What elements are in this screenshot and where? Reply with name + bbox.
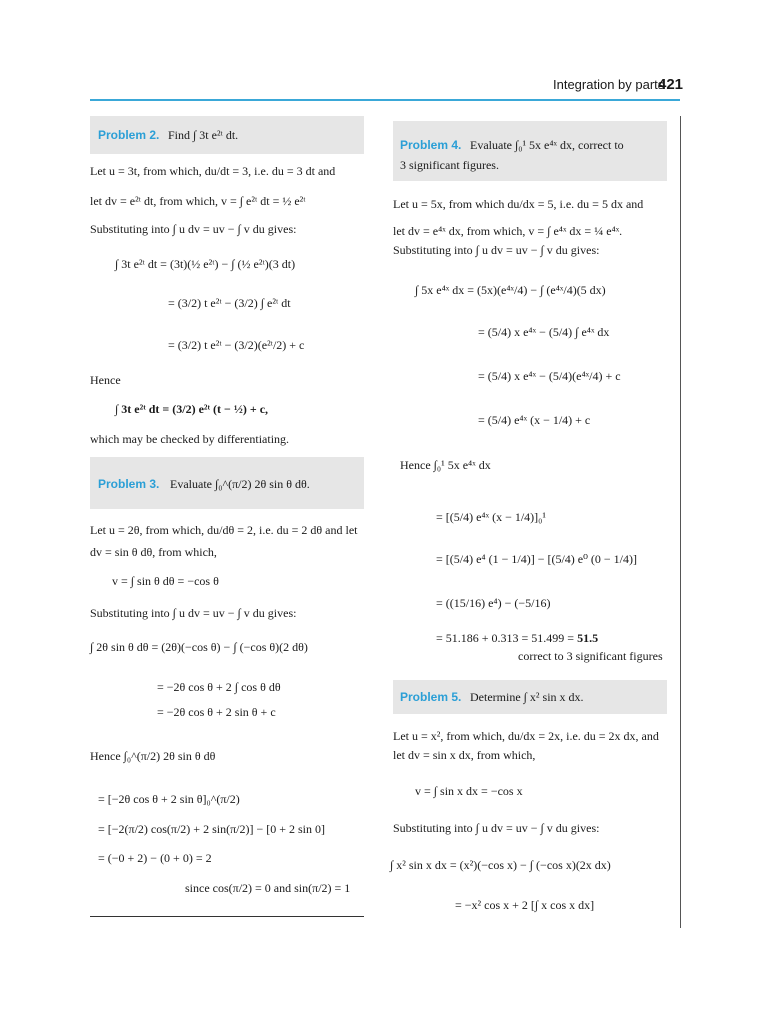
p4-equation-1: ∫ 5x e⁴ˣ dx = (5x)(e⁴ˣ/4) − ∫ (e⁴ˣ/4)(5 dx) — [415, 283, 606, 297]
p2-text-1: Let u = 3t, from which, du/dt = 3, i.e. du = 3 dt and — [90, 164, 336, 178]
problem-3-statement: Evaluate ∫₀^(π/2) 2θ sin θ dθ. — [170, 477, 310, 491]
p2-hence: Hence — [90, 373, 121, 387]
p5-equation-1: ∫ x² sin x dx = (x²)(−cos x) − ∫ (−cos x)(2x dx) — [390, 858, 611, 872]
problem-4-statement: Evaluate ∫₀¹ 5x e⁴ˣ dx, correct to — [470, 138, 624, 152]
p4-equation-3: = (5/4) x e⁴ˣ − (5/4)(e⁴ˣ/4) + c — [478, 369, 621, 383]
problem-2-statement: Find ∫ 3t e²ᵗ dt. — [168, 128, 239, 142]
p4-equation-2: = (5/4) x e⁴ˣ − (5/4) ∫ e⁴ˣ dx — [478, 325, 610, 339]
p3-equation-1: ∫ 2θ sin θ dθ = (2θ)(−cos θ) − ∫ (−cos θ)(2 dθ) — [90, 640, 308, 654]
p4-text-3: Substituting into ∫ u dv = uv − ∫ v du gives: — [393, 243, 600, 257]
p4-result-3: = ((15/16) e⁴) − (−5/16) — [436, 596, 551, 610]
p2-equation-1: ∫ 3t e²ᵗ dt = (3t)(½ e²ᵗ) − ∫ (½ e²ᵗ)(3 dt) — [115, 257, 296, 271]
p3-result-2: = [−2(π/2) cos(π/2) + 2 sin(π/2)] − [0 + 2 sin 0] — [98, 822, 325, 836]
header-rule — [90, 99, 680, 101]
p3-hence: Hence ∫₀^(π/2) 2θ sin θ dθ — [90, 749, 216, 763]
page-number: 421 — [658, 76, 684, 93]
problem-3-label: Problem 3. — [98, 477, 160, 491]
p3-note: since cos(π/2) = 0 and sin(π/2) = 1 — [185, 881, 351, 895]
p3-equation-3: = −2θ cos θ + 2 sin θ + c — [157, 705, 276, 719]
p4-result-2: = [(5/4) e⁴ (1 − 1/4)] − [(5/4) e⁰ (0 − 1/4)] — [436, 552, 638, 566]
p2-text-3: Substituting into ∫ u dv = uv − ∫ v du gives: — [90, 222, 297, 236]
p5-equation-2: = −x² cos x + 2 [∫ x cos x dx] — [455, 898, 595, 912]
p4-hence: Hence ∫₀¹ 5x e⁴ˣ dx — [400, 458, 491, 472]
problem-5-statement: Determine ∫ x² sin x dx. — [470, 690, 584, 704]
p3-text-3: Substituting into ∫ u dv = uv − ∫ v du gives: — [90, 606, 297, 620]
left-column-bottom-rule — [90, 916, 364, 917]
right-margin-rule — [680, 116, 681, 928]
p5-text-2: let dv = sin x dx, from which, — [393, 748, 536, 762]
p4-result-note: correct to 3 significant figures — [518, 649, 663, 663]
p5-text-3: Substituting into ∫ u dv = uv − ∫ v du gives: — [393, 821, 600, 835]
p4-final-answer: 51.5 — [577, 631, 599, 645]
p4-text-1: Let u = 5x, from which du/dx = 5, i.e. du = 5 dx and — [393, 197, 644, 211]
p5-text-1: Let u = x², from which, du/dx = 2x, i.e. du = 2x dx, and — [393, 729, 659, 743]
p4-equation-4: = (5/4) e⁴ˣ (x − 1/4) + c — [478, 413, 591, 427]
p2-text-2: let dv = e²ᵗ dt, from which, v = ∫ e²ᵗ dt = ½ e²ᵗ — [90, 194, 306, 208]
p3-text-2: dv = sin θ dθ, from which, — [90, 545, 217, 559]
p2-result: ∫ 3t e²ᵗ dt = (3/2) e²ᵗ (t − ½) + c, — [115, 402, 269, 416]
p4-result-1: = [(5/4) e⁴ˣ (x − 1/4)]₀¹ — [436, 510, 546, 524]
p4-result-4-text: = 51.186 + 0.313 = 51.499 = — [436, 631, 578, 645]
p3-result-3: = (−0 + 2) − (0 + 0) = 2 — [98, 851, 212, 865]
p3-equation-2: = −2θ cos θ + 2 ∫ cos θ dθ — [157, 680, 281, 694]
p3-v-equation: v = ∫ sin θ dθ = −cos θ — [112, 574, 219, 588]
p4-text-2: let dv = e⁴ˣ dx, from which, v = ∫ e⁴ˣ dx = ¼ e⁴ˣ. — [393, 224, 623, 238]
problem-4-label: Problem 4. — [400, 138, 462, 152]
p5-v-equation: v = ∫ sin x dx = −cos x — [415, 784, 523, 798]
p2-equation-3: = (3/2) t e²ᵗ − (3/2)(e²ᵗ/2) + c — [168, 338, 305, 352]
problem-5-label: Problem 5. — [400, 690, 462, 704]
problem-2-label: Problem 2. — [98, 128, 160, 142]
p3-result-1: = [−2θ cos θ + 2 sin θ]₀^(π/2) — [98, 792, 240, 806]
running-head: Integration by parts — [553, 77, 665, 92]
p3-text-1: Let u = 2θ, from which, du/dθ = 2, i.e. du = 2 dθ and let — [90, 523, 358, 537]
problem-4-statement-2: 3 significant figures. — [400, 158, 499, 172]
p4-result-4 — [436, 631, 598, 646]
p2-check: which may be checked by differentiating. — [90, 432, 290, 446]
p2-equation-2: = (3/2) t e²ᵗ − (3/2) ∫ e²ᵗ dt — [168, 296, 291, 310]
